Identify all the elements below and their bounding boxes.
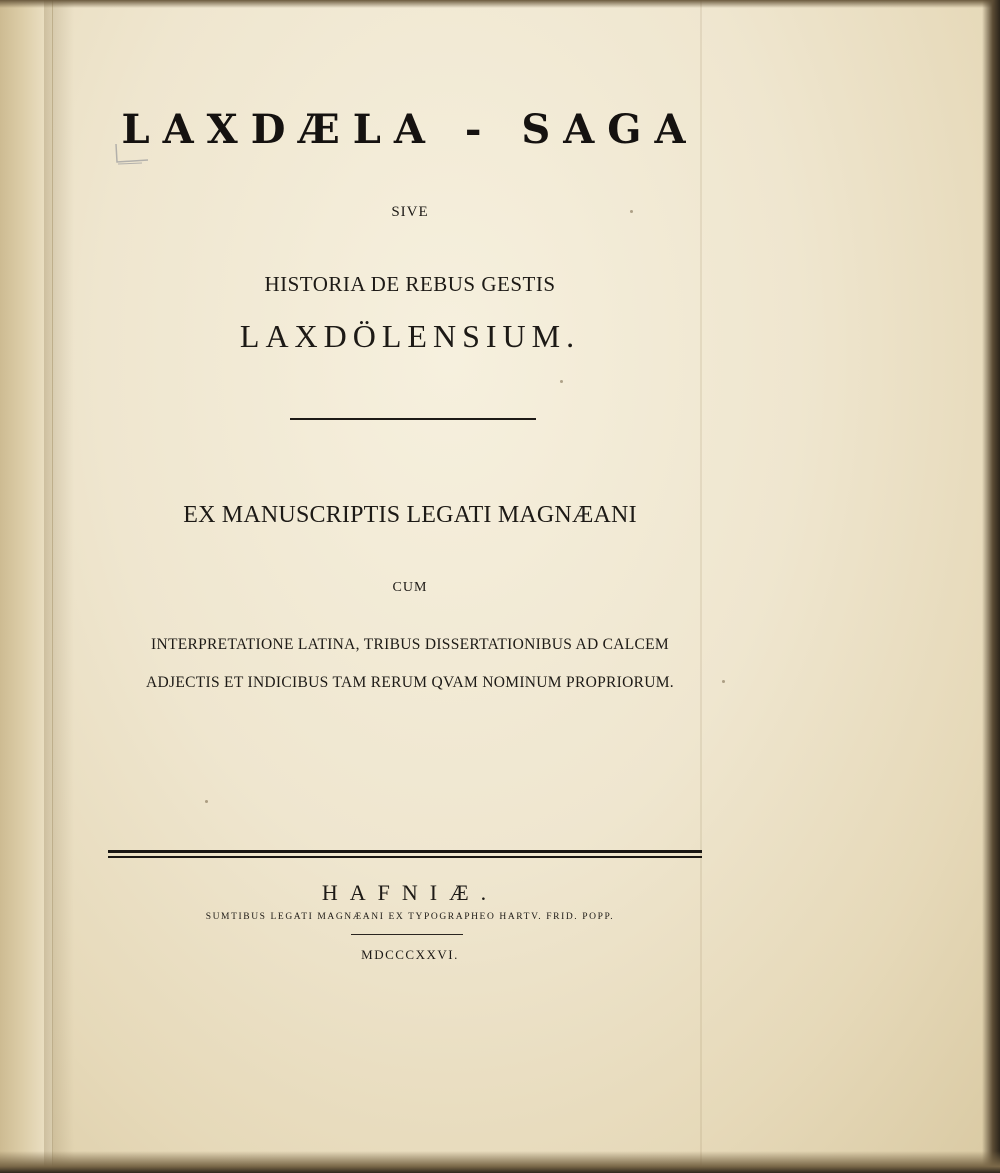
year-rule [351,934,463,935]
description-line-2: ADJECTIS ET INDICIBUS TAM RERUM QVAM NOMINUM PROPRIORUM. [146,674,674,691]
book-title: LAXDÆLA - SAGA [121,106,699,153]
subtitle-line-2: LAXDÖLENSIUM. [239,318,581,354]
imprint-year: MDCCCXXVI. [361,947,459,962]
title-divider-rule [290,418,536,420]
imprint-publisher: SUMTIBUS LEGATI MAGNÆANI EX TYPOGRAPHEO HARTV. FRID. POPP. [205,912,615,922]
imprint-double-rule [108,850,702,858]
source-conjunction: CUM [392,580,428,595]
description-line-1: INTERPRETATIONE LATINA, TRIBUS DISSERTATIONIBUS AD CALCEM [150,636,670,653]
imprint-city: HAFNIÆ. [321,880,499,905]
source-line: EX MANUSCRIPTIS LEGATI MAGNÆANI [183,502,637,528]
title-conjunction: SIVE [391,204,429,220]
subtitle-line-1: HISTORIA DE REBUS GESTIS [264,272,556,296]
